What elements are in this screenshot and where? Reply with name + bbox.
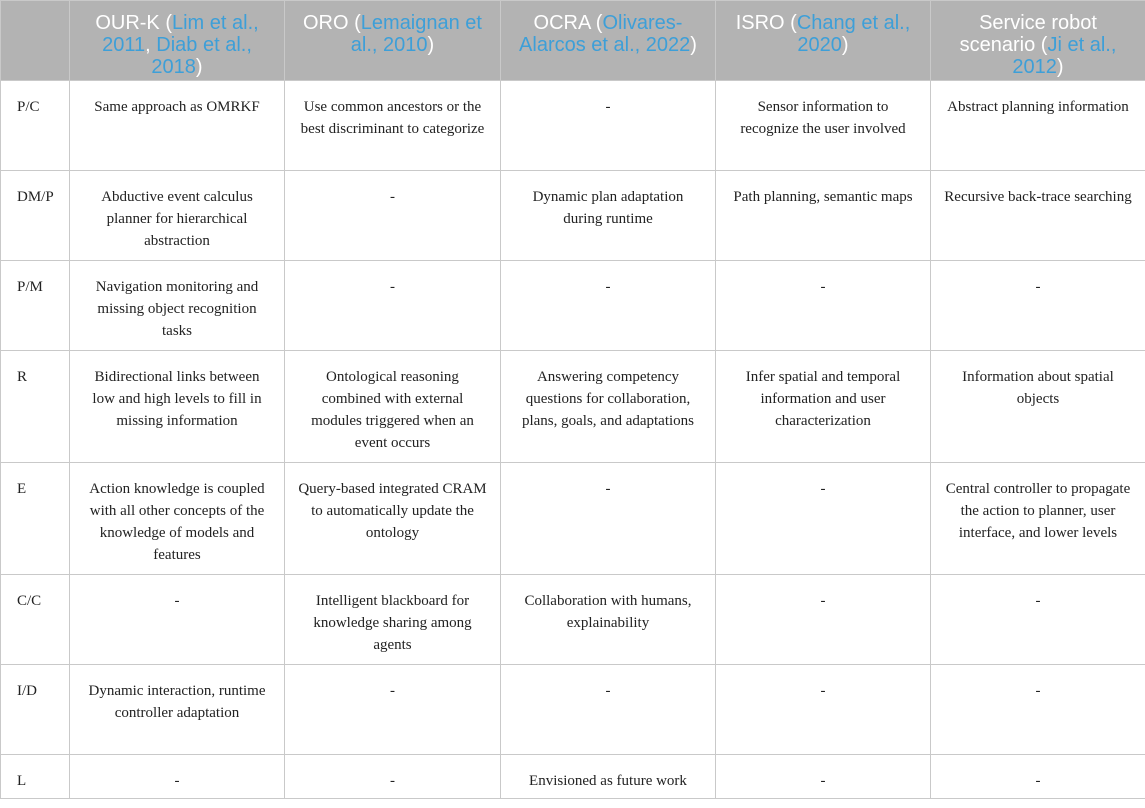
table-cell: - (931, 261, 1145, 351)
table-cell: Ontological reasoning combined with external modules triggered when an event occurs (285, 351, 501, 463)
table-cell: - (931, 755, 1145, 799)
table-cell: - (716, 755, 931, 799)
table-cell: Dynamic plan adaptation during runtime (501, 171, 716, 261)
column-name: OCRA (533, 12, 591, 34)
row-label: I/D (1, 665, 70, 755)
column-header-ourk: OUR-K (Lim et al., 2011, Diab et al., 2018) (70, 1, 285, 81)
table-cell: Intelligent blackboard for knowledge sharing among agents (285, 575, 501, 665)
table-cell: - (931, 575, 1145, 665)
table-cell: - (70, 575, 285, 665)
table-cell: Path planning, semantic maps (716, 171, 931, 261)
table-row (1, 351, 1145, 463)
table-cell: Envisioned as future work (501, 755, 716, 799)
table-cell: Query-based integrated CRAM to automatically update the ontology (285, 463, 501, 575)
table-cell: Information about spatial objects (931, 351, 1145, 463)
table-row (1, 463, 1145, 575)
citation-link[interactable]: Ji et al., 2012 (1012, 34, 1117, 78)
table-cell: - (501, 665, 716, 755)
table-cell: - (285, 755, 501, 799)
row-label: L (1, 755, 70, 799)
column-header-service-robot: Service robot scenario (Ji et al., 2012) (931, 1, 1145, 81)
table-cell: - (931, 665, 1145, 755)
column-header-isro: ISRO (Chang et al., 2020) (716, 1, 931, 81)
column-header-oro: ORO (Lemaignan et al., 2010) (285, 1, 501, 81)
row-label: C/C (1, 575, 70, 665)
table-cell: - (285, 665, 501, 755)
column-header-ocra: OCRA (Olivares-Alarcos et al., 2022) (501, 1, 716, 81)
table-row (1, 575, 1145, 665)
column-name: OUR-K (95, 12, 160, 34)
table-row (1, 171, 1145, 261)
citation-link[interactable]: Lim et al., 2011 (102, 12, 259, 56)
table-cell: - (501, 81, 716, 171)
row-label: DM/P (1, 171, 70, 261)
table-cell: - (716, 575, 931, 665)
table-cell: - (70, 755, 285, 799)
table-body (1, 81, 1145, 799)
table-row (1, 81, 1145, 171)
table-cell: Navigation monitoring and missing object recognition tasks (70, 261, 285, 351)
table-cell: - (285, 261, 501, 351)
table-cell: Abductive event calculus planner for hierarchical abstraction (70, 171, 285, 261)
citation-link[interactable]: Olivares-Alarcos et al., 2022 (519, 12, 691, 56)
row-label: P/C (1, 81, 70, 171)
table-cell: - (716, 463, 931, 575)
table-cell: - (501, 261, 716, 351)
table-cell: Collaboration with humans, explainability (501, 575, 716, 665)
table-row (1, 665, 1145, 755)
column-name: ORO (303, 12, 349, 34)
row-label: E (1, 463, 70, 575)
table-cell: - (285, 171, 501, 261)
table-cell: Central controller to propagate the action to planner, user interface, and lower levels (931, 463, 1145, 575)
citation-link[interactable]: Diab et al., 2018 (151, 34, 252, 78)
table-cell: Abstract planning information (931, 81, 1145, 171)
row-label: P/M (1, 261, 70, 351)
table-cell: Sensor information to recognize the user involved (716, 81, 931, 171)
table-cell: - (716, 261, 931, 351)
table-cell: - (716, 665, 931, 755)
citation-link[interactable]: Chang et al., 2020 (796, 12, 911, 56)
table-header (1, 1, 1145, 81)
table-row (1, 261, 1145, 351)
column-name: Service robot scenario (959, 12, 1097, 56)
row-label: R (1, 351, 70, 463)
table-cell: Action knowledge is coupled with all other concepts of the knowledge of models and features (70, 463, 285, 575)
table-cell: - (501, 463, 716, 575)
table-cell: Infer spatial and temporal information and user characterization (716, 351, 931, 463)
table-cell: Dynamic interaction, runtime controller adaptation (70, 665, 285, 755)
table-cell: Recursive back-trace searching (931, 171, 1145, 261)
table-cell: Answering competency questions for collaboration, plans, goals, and adaptations (501, 351, 716, 463)
column-name: ISRO (735, 12, 785, 34)
table-row (1, 755, 1145, 799)
citation-link[interactable]: Lemaignan et al., 2010 (350, 12, 482, 56)
header-corner-cell (1, 1, 70, 81)
table-cell: Bidirectional links between low and high levels to fill in missing information (70, 351, 285, 463)
table-cell: Same approach as OMRKF (70, 81, 285, 171)
table-cell: Use common ancestors or the best discriminant to categorize (285, 81, 501, 171)
